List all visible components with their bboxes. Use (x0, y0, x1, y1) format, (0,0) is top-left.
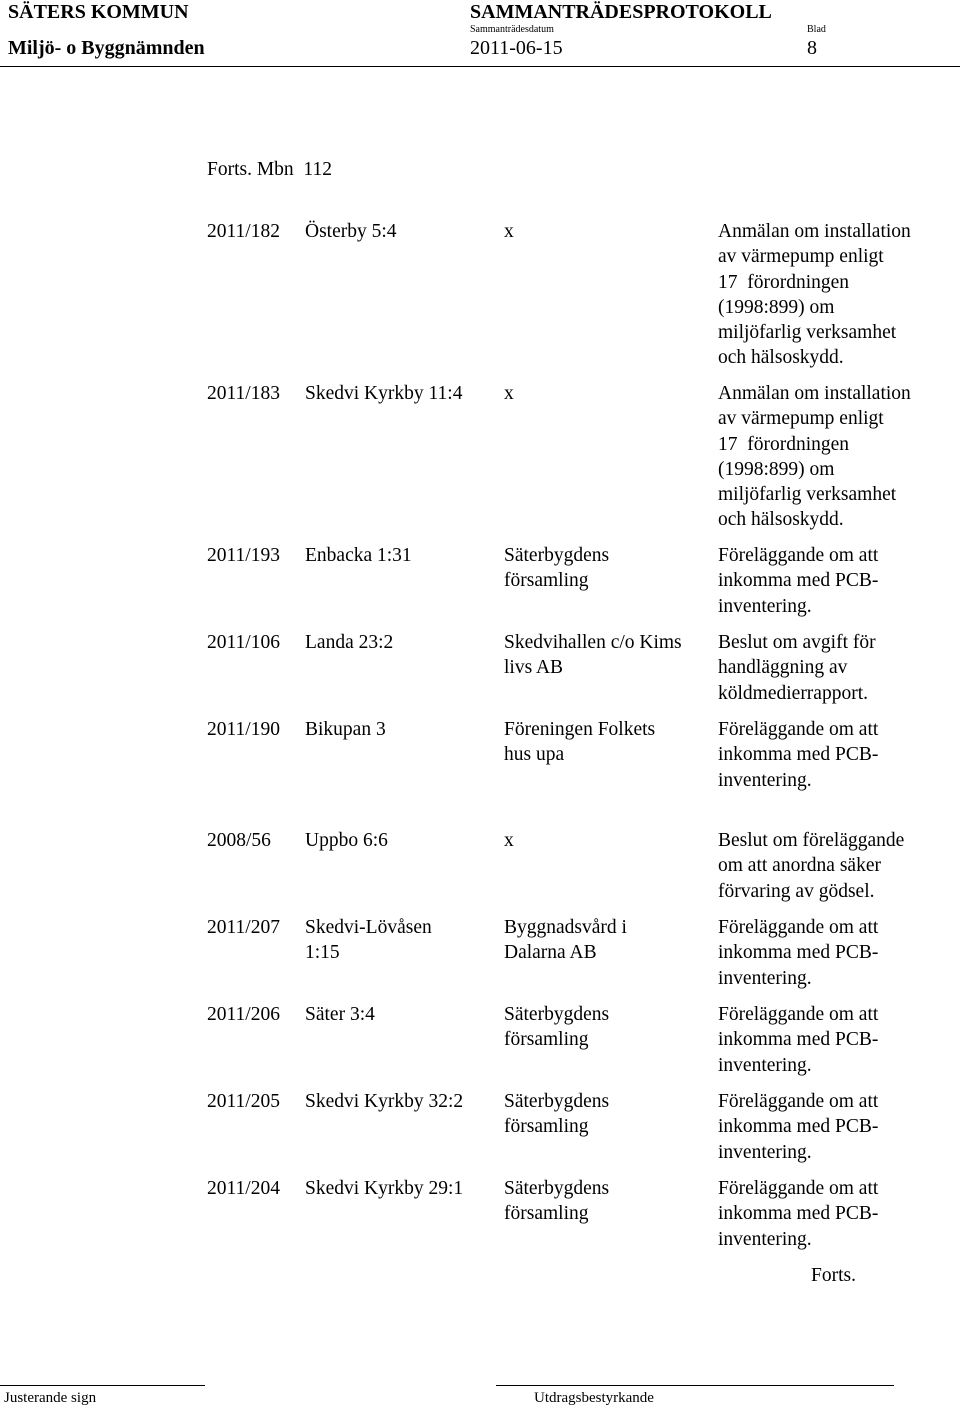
case-description: Föreläggande om att inkomma med PCB- inventering. (718, 917, 879, 989)
extract-line (496, 1385, 894, 1386)
section-title: Forts. Mbn 112 (207, 159, 332, 180)
party-name: Föreningen Folkets hus upa (504, 719, 656, 766)
property-name: Uppbo 6:6 (305, 830, 388, 851)
party-name: Säterbygdens församling (504, 545, 610, 592)
case-number: 2011/193 (207, 545, 280, 566)
property-name: Skedvi Kyrkby 29:1 (305, 1178, 464, 1199)
case-description: Föreläggande om att inkomma med PCB- inventering. (718, 1178, 879, 1250)
case-number: 2008/56 (207, 830, 271, 851)
case-description: Anmälan om installation av värmepump enligt 17 förordningen (1998:899) om miljöfarlig verksamhet och hälsoskydd. (718, 221, 911, 369)
header-divider (0, 66, 960, 67)
case-number: 2011/204 (207, 1178, 280, 1199)
property-name: Bikupan 3 (305, 719, 386, 740)
party-name: Skedvihallen c/o Kims livs AB (504, 632, 682, 679)
party-name: x (504, 830, 514, 851)
page-label: Blad (807, 24, 826, 35)
case-number: 2011/190 (207, 719, 280, 740)
page-number: 8 (807, 37, 817, 59)
party-name: Säterbygdens församling (504, 1004, 610, 1051)
sign-line (0, 1385, 205, 1386)
case-description: Föreläggande om att inkomma med PCB- inventering. (718, 545, 879, 617)
date-label: Sammanträdesdatum (470, 24, 554, 35)
party-name: Byggnadsvård i Dalarna AB (504, 917, 627, 964)
committee-name: Miljö- o Byggnämnden (8, 37, 205, 59)
case-description: Anmälan om installation av värmepump enligt 17 förordningen (1998:899) om miljöfarlig verksamhet och hälsoskydd. (718, 383, 911, 531)
case-number: 2011/205 (207, 1091, 280, 1112)
property-name: Skedvi Kyrkby 11:4 (305, 383, 463, 404)
property-name: Säter 3:4 (305, 1004, 375, 1025)
municipality-name: SÄTERS KOMMUN (8, 1, 189, 23)
property-name: Enbacka 1:31 (305, 545, 412, 566)
case-description: Föreläggande om att inkomma med PCB- inventering. (718, 1091, 879, 1163)
sign-label: Justerande sign (4, 1390, 97, 1406)
property-name: Österby 5:4 (305, 221, 397, 242)
case-description: Beslut om föreläggande om att anordna säker förvaring av gödsel. (718, 830, 905, 902)
case-number: 2011/207 (207, 917, 280, 938)
property-name: Skedvi Kyrkby 32:2 (305, 1091, 464, 1112)
document-type: SAMMANTRÄDESPROTOKOLL (470, 1, 772, 23)
meeting-date: 2011-06-15 (470, 37, 563, 59)
party-name: x (504, 221, 514, 242)
case-number: 2011/182 (207, 221, 280, 242)
extract-label: Utdragsbestyrkande (534, 1390, 654, 1406)
case-description: Beslut om avgift för handläggning av köldmedierrapport. (718, 632, 876, 704)
property-name: Skedvi-Lövåsen 1:15 (305, 917, 432, 964)
case-number: 2011/206 (207, 1004, 280, 1025)
case-description: Föreläggande om att inkomma med PCB- inventering. (718, 719, 879, 791)
party-name: Säterbygdens församling (504, 1091, 610, 1138)
party-name: Säterbygdens församling (504, 1178, 610, 1225)
case-number: 2011/183 (207, 383, 280, 404)
party-name: x (504, 383, 514, 404)
property-name: Landa 23:2 (305, 632, 394, 653)
continued-note: Forts. (811, 1265, 856, 1286)
case-description: Föreläggande om att inkomma med PCB- inventering. (718, 1004, 879, 1076)
case-number: 2011/106 (207, 632, 280, 653)
